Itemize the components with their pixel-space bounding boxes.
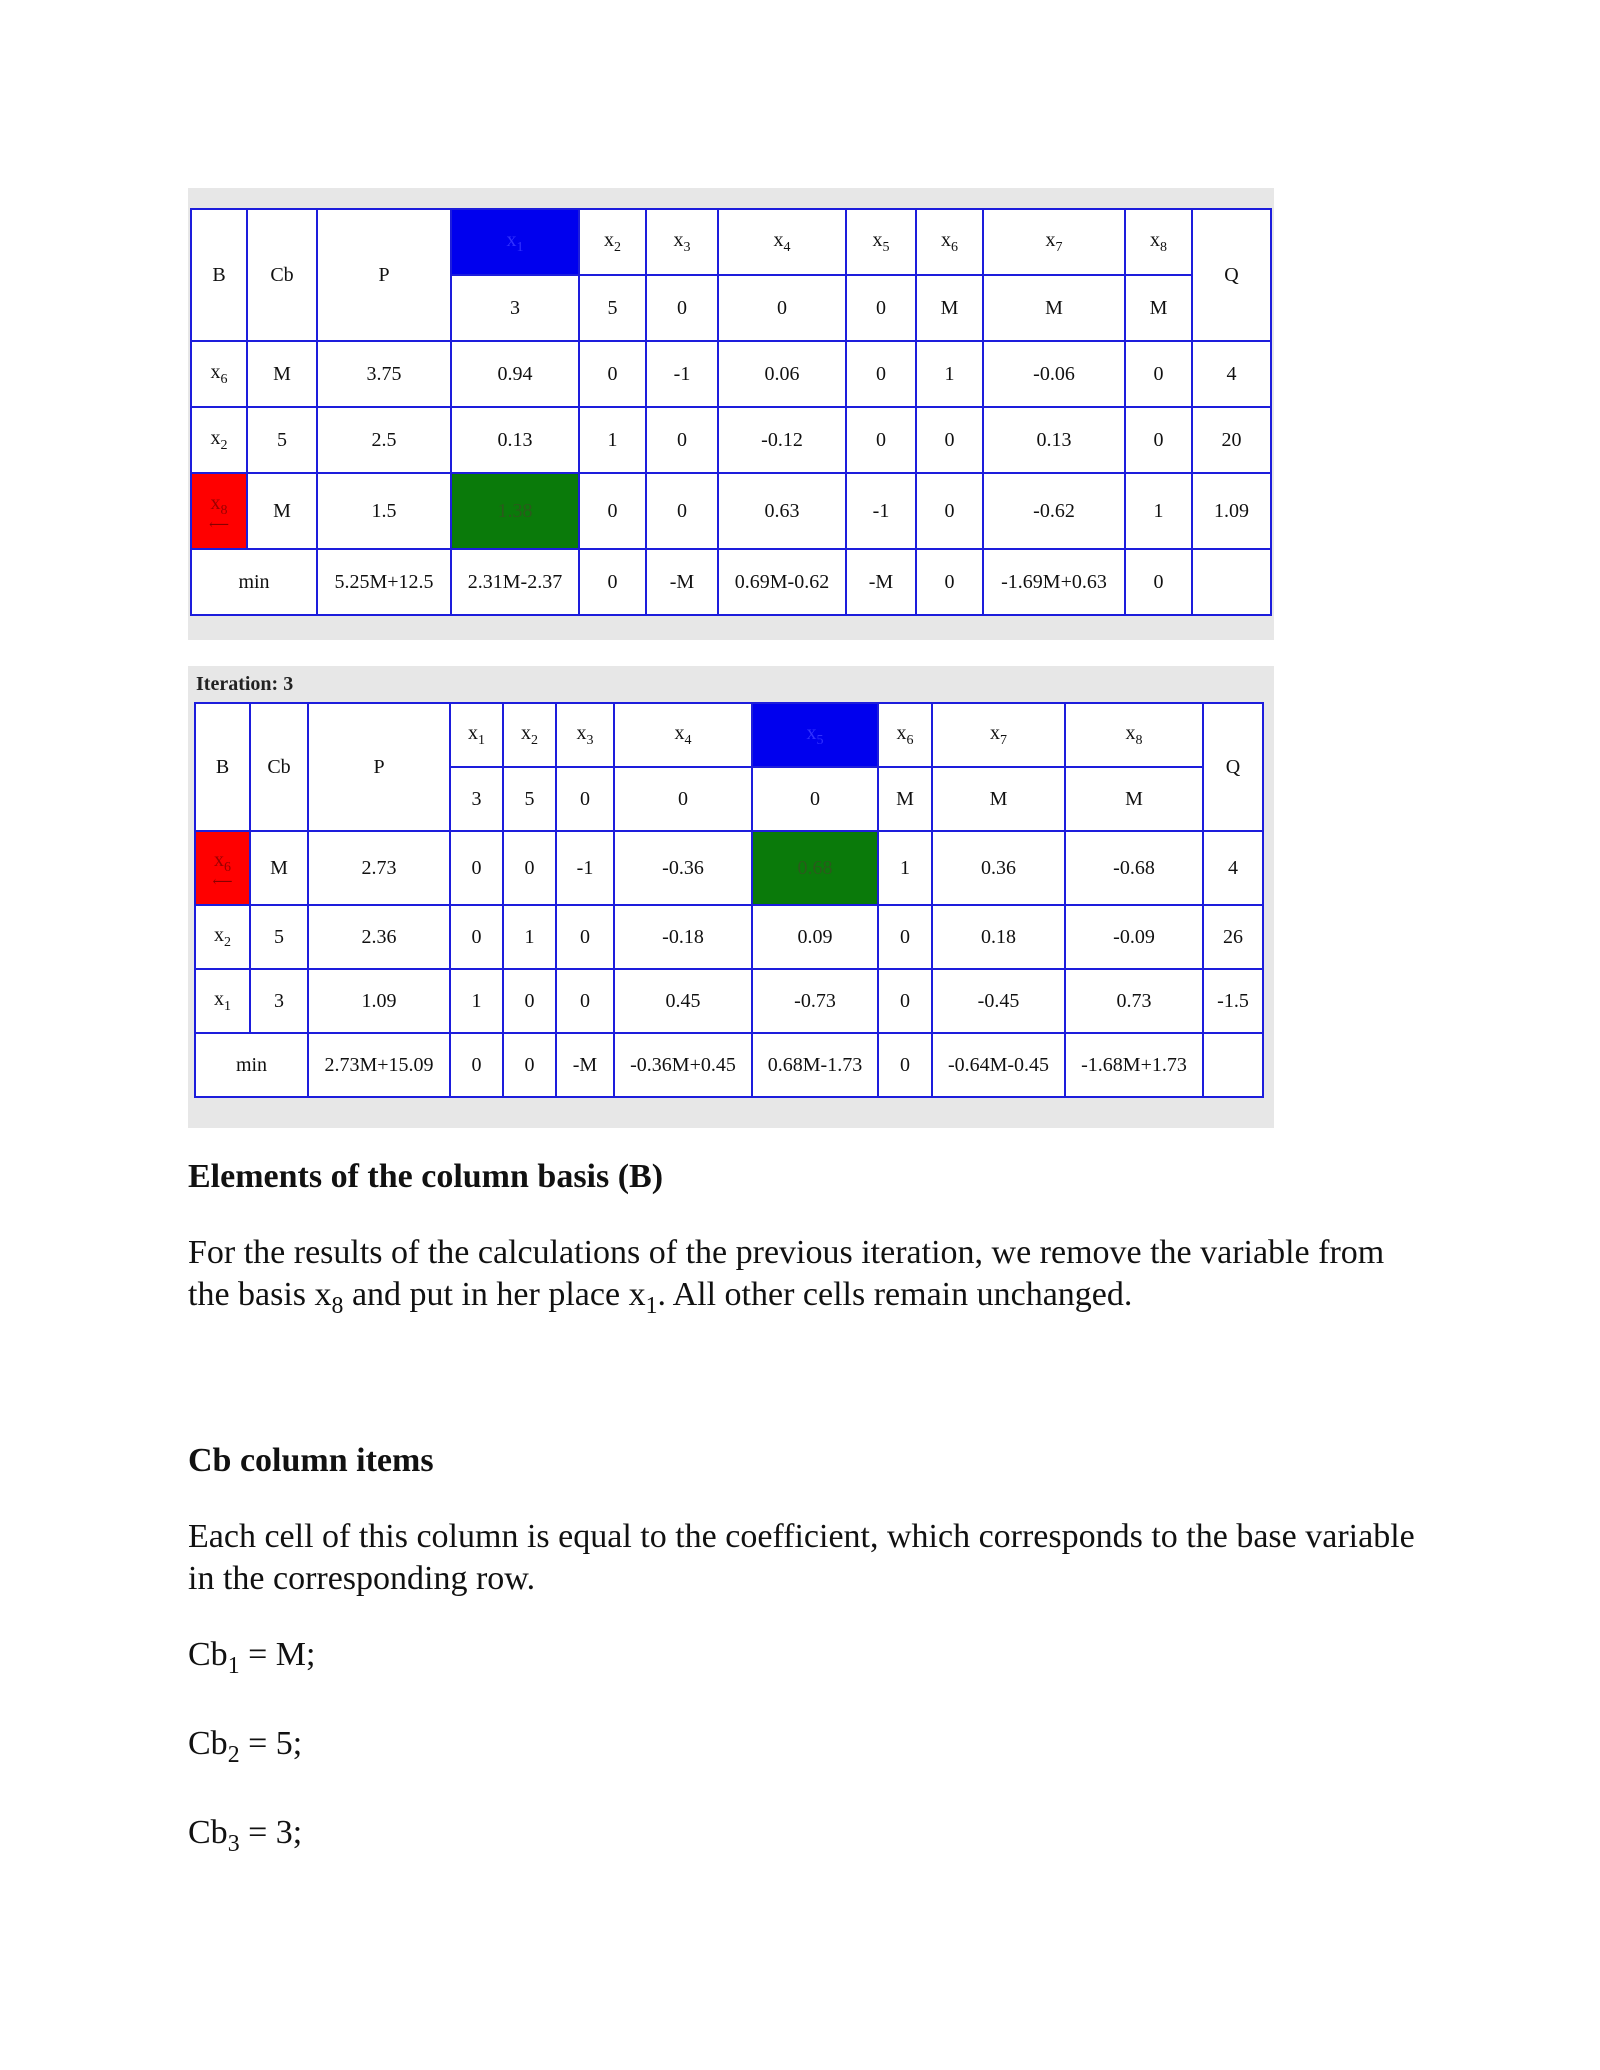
- value-cell: 0: [579, 473, 646, 549]
- value-cell: 0.13: [983, 407, 1125, 473]
- p-cell: 2.5: [317, 407, 451, 473]
- min-value-cell: 0: [878, 1033, 932, 1097]
- p-cell: 2.36: [308, 905, 450, 969]
- header-var-x6: $x_6$: [878, 703, 932, 767]
- simplex-table-2: [194, 702, 1264, 1098]
- header-var-x4: $x_4$: [718, 209, 846, 275]
- cb-cell: 5: [250, 905, 308, 969]
- min-label: min: [191, 549, 317, 615]
- value-cell: 0.09: [752, 905, 878, 969]
- value-cell: 0: [503, 969, 556, 1033]
- value-cell: 1: [916, 341, 983, 407]
- item-value: = 5;: [239, 1724, 303, 1762]
- p-cell: 1.5: [317, 473, 451, 549]
- min-row: [195, 1033, 1263, 1097]
- coef-x2: 5: [503, 767, 556, 831]
- cb-cell: 5: [247, 407, 317, 473]
- coef-x1: 3: [451, 275, 579, 341]
- header-var-x2: $x_2$: [503, 703, 556, 767]
- value-cell: 0.63: [718, 473, 846, 549]
- coef-x3: 0: [646, 275, 718, 341]
- subscript: 1: [227, 1652, 240, 1679]
- value-cell: -0.09: [1065, 905, 1203, 969]
- min-value-cell: 2.31M-2.37: [451, 549, 579, 615]
- table-row: [191, 341, 1271, 407]
- value-cell: 0: [916, 473, 983, 549]
- value-cell: 0: [579, 341, 646, 407]
- value-cell: -0.68: [1065, 831, 1203, 905]
- table-row-leaving: [195, 831, 1263, 905]
- value-cell: 0.45: [614, 969, 752, 1033]
- coef-x7: M: [932, 767, 1065, 831]
- header-var-x8: $x_8$: [1125, 209, 1192, 275]
- p-cell: 3.75: [317, 341, 451, 407]
- min-value-cell: 0: [503, 1033, 556, 1097]
- value-cell: 0: [450, 831, 503, 905]
- section-paragraph: [188, 1232, 1418, 1327]
- header-var-x1: $x_1$: [450, 703, 503, 767]
- min-value-cell: 0: [916, 549, 983, 615]
- value-cell: -0.06: [983, 341, 1125, 407]
- min-value-cell: -0.36M+0.45: [614, 1033, 752, 1097]
- simplex-table-1: [190, 208, 1272, 616]
- simplex-table-iteration-3: [188, 666, 1274, 1128]
- table-row: [191, 407, 1271, 473]
- item-name: Cb: [188, 1724, 228, 1762]
- min-value-cell: 0: [579, 549, 646, 615]
- subscript: 8: [331, 1292, 344, 1319]
- value-cell: -0.73: [752, 969, 878, 1033]
- coef-x2: 5: [579, 275, 646, 341]
- q-cell: -1.5: [1203, 969, 1263, 1033]
- item-name: Cb: [188, 1636, 228, 1673]
- header-var-x4: $x_4$: [614, 703, 752, 767]
- value-cell: 0: [916, 407, 983, 473]
- value-cell: 0: [646, 473, 718, 549]
- cb-item: [188, 1634, 1418, 1687]
- pivot-cell: 0.68: [752, 831, 878, 905]
- q-cell: 4: [1203, 831, 1263, 905]
- value-cell: 1: [450, 969, 503, 1033]
- min-q-cell: [1203, 1033, 1263, 1097]
- coef-x8: M: [1125, 275, 1192, 341]
- value-cell: 0: [556, 905, 614, 969]
- value-cell: -1: [646, 341, 718, 407]
- header-var-x5: $x_5$: [846, 209, 916, 275]
- header-q: Q: [1203, 703, 1263, 831]
- header-var-x7: $x_7$: [932, 703, 1065, 767]
- value-cell: 1: [1125, 473, 1192, 549]
- header-p: P: [308, 703, 450, 831]
- min-value-cell: -M: [646, 549, 718, 615]
- value-cell: 0.18: [932, 905, 1065, 969]
- value-cell: -0.62: [983, 473, 1125, 549]
- var-index: 1: [516, 239, 524, 255]
- value-cell: -0.45: [932, 969, 1065, 1033]
- min-row: [191, 549, 1271, 615]
- min-p-cell: 2.73M+15.09: [308, 1033, 450, 1097]
- value-cell: 0.73: [1065, 969, 1203, 1033]
- cb-cell: 3: [250, 969, 308, 1033]
- item-value: = 3;: [239, 1813, 303, 1851]
- basis-var: $x_2$: [191, 407, 247, 473]
- header-var-x3: $x_3$: [556, 703, 614, 767]
- value-cell: 0.36: [932, 831, 1065, 905]
- header-cb: Cb: [250, 703, 308, 831]
- header-cb: Cb: [247, 209, 317, 341]
- header-var-x3: $x_3$: [646, 209, 718, 275]
- min-value-cell: -1.69M+0.63: [983, 549, 1125, 615]
- header-var-x6: $x_6$: [916, 209, 983, 275]
- header-var-x5-entering: $x_5$: [752, 703, 878, 767]
- q-cell: 1.09: [1192, 473, 1271, 549]
- leaving-arrow-icon: ⟵: [212, 874, 233, 890]
- section-column-basis: [188, 1156, 1418, 1327]
- table-row-leaving: [191, 473, 1271, 549]
- paragraph-text: . All other cells remain unchanged.: [657, 1276, 1133, 1313]
- coef-x3: 0: [556, 767, 614, 831]
- cb-item: [188, 1723, 1418, 1776]
- value-cell: 0: [878, 905, 932, 969]
- section-paragraph: Each cell of this column is equal to the coefficient, which corresponds to the base variable in the corresponding row.: [188, 1518, 1415, 1597]
- leaving-arrow-icon: ⟵: [208, 517, 230, 533]
- value-cell: 0.94: [451, 341, 579, 407]
- header-var-x7: $x_7$: [983, 209, 1125, 275]
- coef-x1: 3: [450, 767, 503, 831]
- value-cell: 0: [846, 407, 916, 473]
- cb-cell: M: [247, 473, 317, 549]
- coef-x6: M: [916, 275, 983, 341]
- header-q: Q: [1192, 209, 1271, 341]
- header-var-x2: $x_2$: [579, 209, 646, 275]
- header-var-x1-entering: $x_1$: [451, 209, 579, 275]
- q-cell: 4: [1192, 341, 1271, 407]
- value-cell: 0: [556, 969, 614, 1033]
- min-value-cell: -0.64M-0.45: [932, 1033, 1065, 1097]
- value-cell: 0: [846, 341, 916, 407]
- value-cell: 0: [503, 831, 556, 905]
- value-cell: -0.18: [614, 905, 752, 969]
- value-cell: 0: [1125, 407, 1192, 473]
- p-cell: 1.09: [308, 969, 450, 1033]
- min-label: min: [195, 1033, 308, 1097]
- q-cell: 26: [1203, 905, 1263, 969]
- coef-x5: 0: [752, 767, 878, 831]
- coef-x4: 0: [718, 275, 846, 341]
- min-value-cell: 0: [450, 1033, 503, 1097]
- min-value-cell: 0: [1125, 549, 1192, 615]
- section-heading: Cb column items: [188, 1442, 434, 1479]
- paragraph-text: and put in her place x: [343, 1276, 646, 1313]
- table-row: [195, 905, 1263, 969]
- value-cell: 0: [878, 969, 932, 1033]
- basis-var-leaving: $x_6$ ⟵: [195, 831, 250, 905]
- value-cell: 0: [450, 905, 503, 969]
- coef-x7: M: [983, 275, 1125, 341]
- header-b: B: [195, 703, 250, 831]
- item-name: Cb: [188, 1813, 228, 1851]
- basis-var-leaving: $x_8$ ⟵: [191, 473, 247, 549]
- value-cell: -1: [556, 831, 614, 905]
- value-cell: 1: [878, 831, 932, 905]
- subscript: 2: [227, 1741, 240, 1768]
- value-cell: 0.06: [718, 341, 846, 407]
- coef-x6: M: [878, 767, 932, 831]
- value-cell: 0.13: [451, 407, 579, 473]
- table-row: [195, 969, 1263, 1033]
- value-cell: -0.12: [718, 407, 846, 473]
- cb-item: [188, 1812, 1418, 1865]
- subscript: 1: [645, 1292, 658, 1319]
- value-cell: 0: [1125, 341, 1192, 407]
- min-q-cell: [1192, 549, 1271, 615]
- basis-var: $x_2$: [195, 905, 250, 969]
- min-value-cell: -1.68M+1.73: [1065, 1033, 1203, 1097]
- section-heading: Elements of the column basis (B): [188, 1158, 664, 1195]
- item-value: = M;: [239, 1636, 316, 1673]
- value-cell: 0: [646, 407, 718, 473]
- q-cell: 20: [1192, 407, 1271, 473]
- value-cell: -0.36: [614, 831, 752, 905]
- min-value-cell: -M: [846, 549, 916, 615]
- min-value-cell: 0.68M-1.73: [752, 1033, 878, 1097]
- cb-cell: M: [247, 341, 317, 407]
- value-cell: 1: [503, 905, 556, 969]
- paragraph-text: For the results of the calculations of the previous iteration, we remove the variable from the basis x: [188, 1234, 1385, 1313]
- subscript: 3: [227, 1830, 240, 1857]
- min-p-cell: 5.25M+12.5: [317, 549, 451, 615]
- coef-x4: 0: [614, 767, 752, 831]
- section-cb-column: [188, 1440, 1418, 1864]
- basis-var: $x_6$: [191, 341, 247, 407]
- header-b: B: [191, 209, 247, 341]
- value-cell: -1: [846, 473, 916, 549]
- min-value-cell: -M: [556, 1033, 614, 1097]
- p-cell: 2.73: [308, 831, 450, 905]
- cb-cell: M: [250, 831, 308, 905]
- simplex-table-previous-iteration: [188, 188, 1274, 640]
- header-p: P: [317, 209, 451, 341]
- iteration-label: Iteration: 3: [196, 673, 294, 695]
- min-value-cell: 0.69M-0.62: [718, 549, 846, 615]
- coef-x8: M: [1065, 767, 1203, 831]
- value-cell: 1: [579, 407, 646, 473]
- coef-x5: 0: [846, 275, 916, 341]
- basis-var: $x_1$: [195, 969, 250, 1033]
- header-var-x8: $x_8$: [1065, 703, 1203, 767]
- pivot-cell: 1.38: [451, 473, 579, 549]
